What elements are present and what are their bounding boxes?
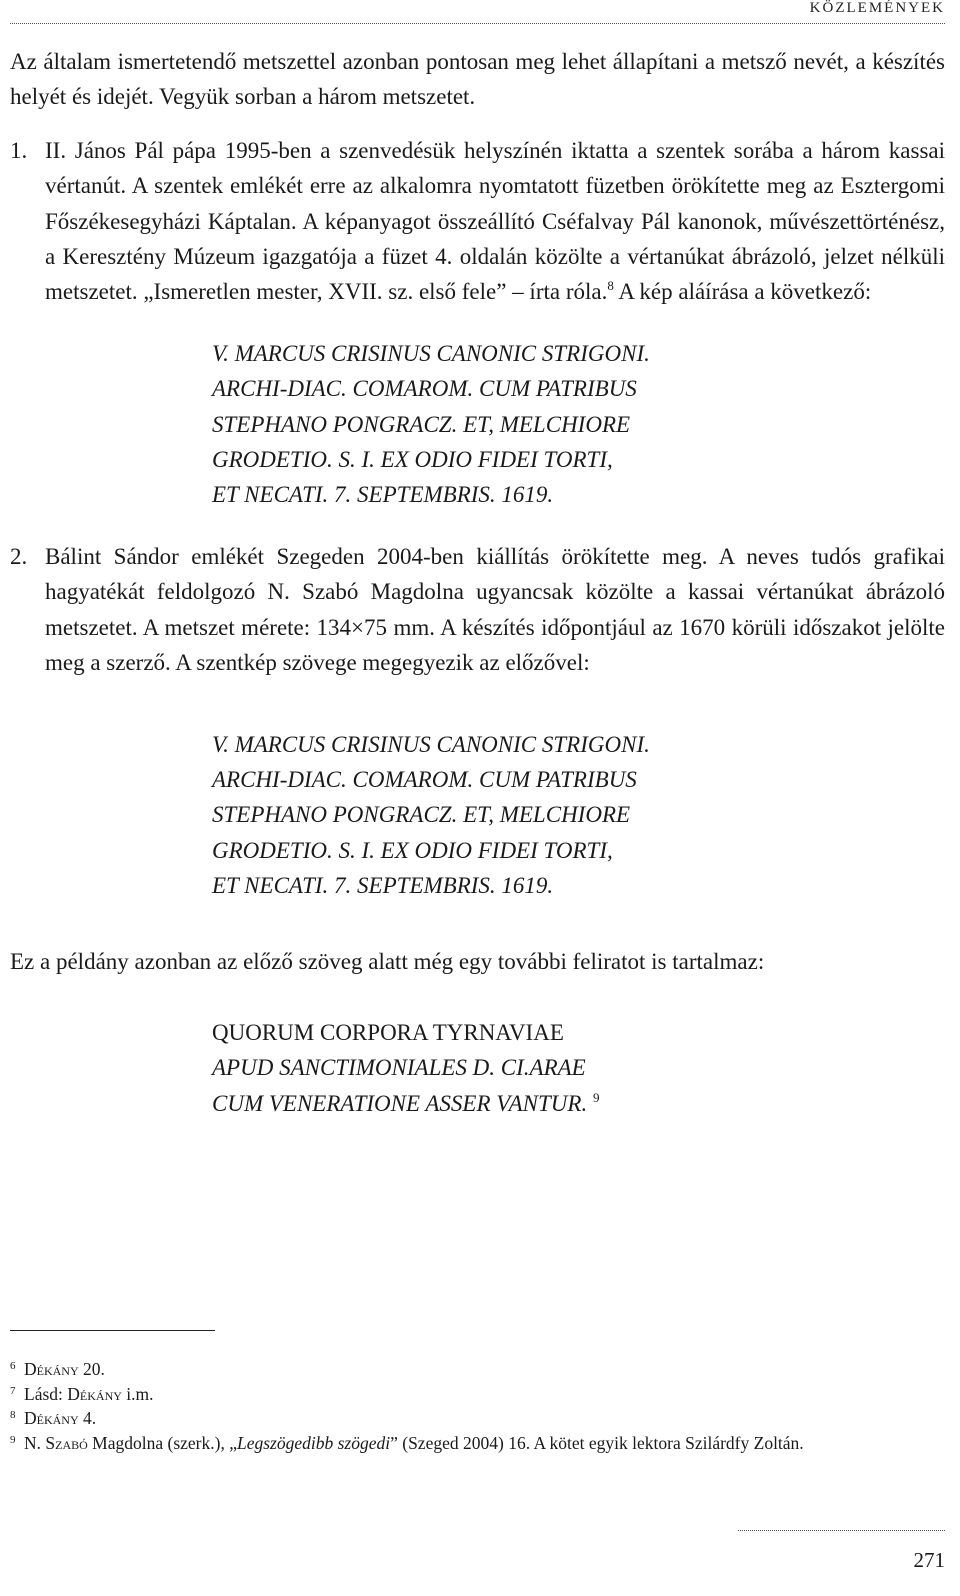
quote-line: ET NECATI. 7. SEPTEMBRIS. 1619. — [212, 482, 554, 508]
footnote-ref-9[interactable]: 9 — [592, 1089, 600, 1105]
list-item-number: 1. — [10, 137, 28, 163]
quote-line: V. MARCUS CRISINUS CANONIC STRIGONI. — [212, 340, 650, 366]
quote-line: V. MARCUS CRISINUS CANONIC STRIGONI. — [212, 731, 650, 757]
quote-line: APUD SANCTIMONIALES D. CI.ARAE — [212, 1055, 586, 1081]
page-footer — [738, 1530, 945, 1580]
footnotes — [10, 1357, 945, 1455]
footnote-8 — [10, 1406, 945, 1431]
quote-line-text: CUM VENERATIONE ASSER VANTUR. — [212, 1090, 588, 1116]
footer-dotted-rule — [738, 1530, 945, 1531]
list-item-2 — [10, 539, 945, 681]
footnote-ref-8[interactable]: 8 — [607, 278, 614, 294]
footnote-mid: Magdolna (szerk.), „ — [87, 1432, 237, 1453]
footnote-9 — [10, 1431, 945, 1456]
footnote-book-title: Legszögedibb szögedi — [236, 1432, 391, 1453]
footnote-author: Szabó — [45, 1432, 88, 1453]
footnote-rest: i.m. — [121, 1383, 154, 1404]
footnote-rest: 20. — [78, 1359, 105, 1379]
quote-line: GRODETIO. S. I. EX ODIO FIDEI TORTI, — [212, 447, 613, 473]
inscription-quote-3 — [212, 1015, 945, 1121]
footnote-author: Dékány — [67, 1383, 122, 1404]
list-item-text: Bálint Sándor emlékét Szegeden 2004-ben kiállítás örökítette meg. A neves tudós grafikai hagyatékát feldolgozó N. Szabó Magdolna ugyancsak közölte a kassai vértanúkat ábrázoló metszetet. A metszet mérete: 134×75 mm. A készítés időpontjául az 1670 körüli időszakot jelölte meg a szerző. A szentkép szövege megegyezik az előzővel: — [45, 543, 945, 676]
quote-line: ARCHI-DIAC. COMAROM. CUM PATRIBUS — [212, 376, 637, 402]
quote-line: QUORUM CORPORA TYRNAVIAE — [212, 1019, 564, 1045]
inscription-quote-1 — [212, 336, 945, 513]
page-header — [10, 0, 945, 30]
footnote-number: 7 — [10, 1384, 16, 1397]
quote-line: ARCHI-DIAC. COMAROM. CUM PATRIBUS — [212, 766, 637, 792]
header-dotted-rule — [10, 23, 945, 24]
main-text — [10, 44, 945, 1121]
footnote-author: Dékány — [24, 1408, 79, 1428]
item1-main-text: II. János Pál pápa 1995-ben a szenvedésük helyszínén iktatta a szentek sorába a három kassai vértanút. A szentek emlékét erre az alkalomra nyomtatott füzetben örökítette meg az Esztergomi Főszékesegyházi Káptalan. A képanyagot összeállító Cséfalvay Pál kanonok, művészettörténész, a Keresztény Múzeum igazgatója a füzet 4. oldalán közölte a vértanúkat ábrázoló, jelzet nélküli metszetet. „Ismeretlen mester, XVII. sz. első fele” – írta róla. — [45, 137, 945, 305]
inscription-quote-2 — [212, 727, 945, 904]
page-number: 271 — [913, 1548, 945, 1572]
footnote-author: Dékány — [24, 1359, 79, 1379]
item1-tail: A kép aláírása a következő: — [613, 279, 872, 305]
list-item-number: 2. — [10, 543, 28, 569]
footnote-prefix: Lásd: — [24, 1383, 68, 1404]
footnote-rest: 4. — [78, 1408, 97, 1428]
outro-paragraph: Ez a példány azonban az előző szöveg alatt még egy további feliratot is tartalmaz: — [10, 948, 765, 974]
list-item-1 — [10, 133, 945, 310]
footnote-number: 9 — [10, 1433, 16, 1446]
quote-line: ET NECATI. 7. SEPTEMBRIS. 1619. — [212, 873, 554, 899]
quote-line: STEPHANO PONGRACZ. ET, MELCHIORE — [212, 802, 631, 828]
quote-line — [212, 1086, 945, 1121]
footnote-number: 6 — [10, 1360, 16, 1372]
footnote-7 — [10, 1382, 945, 1407]
quote-line: GRODETIO. S. I. EX ODIO FIDEI TORTI, — [212, 837, 613, 863]
quote-line: STEPHANO PONGRACZ. ET, MELCHIORE — [212, 411, 631, 437]
list-item-text — [45, 133, 945, 310]
footnote-rest: ” (Szeged 2004) 16. A kötet egyik lektora Szilárdfy Zoltán. — [390, 1432, 804, 1453]
running-header-title: KÖZLEMÉNYEK — [809, 0, 945, 16]
footnote-number: 8 — [10, 1409, 16, 1421]
intro-paragraph: Az általam ismertetendő metszettel azonban pontosan meg lehet állapítani a metsző nevét, a készítés helyét és idejét. Vegyük sorban a három metszetet. — [10, 49, 945, 110]
footnote-separator — [10, 1330, 215, 1331]
footnote-6 — [10, 1357, 945, 1382]
footnote-prefix: N. — [24, 1432, 46, 1453]
